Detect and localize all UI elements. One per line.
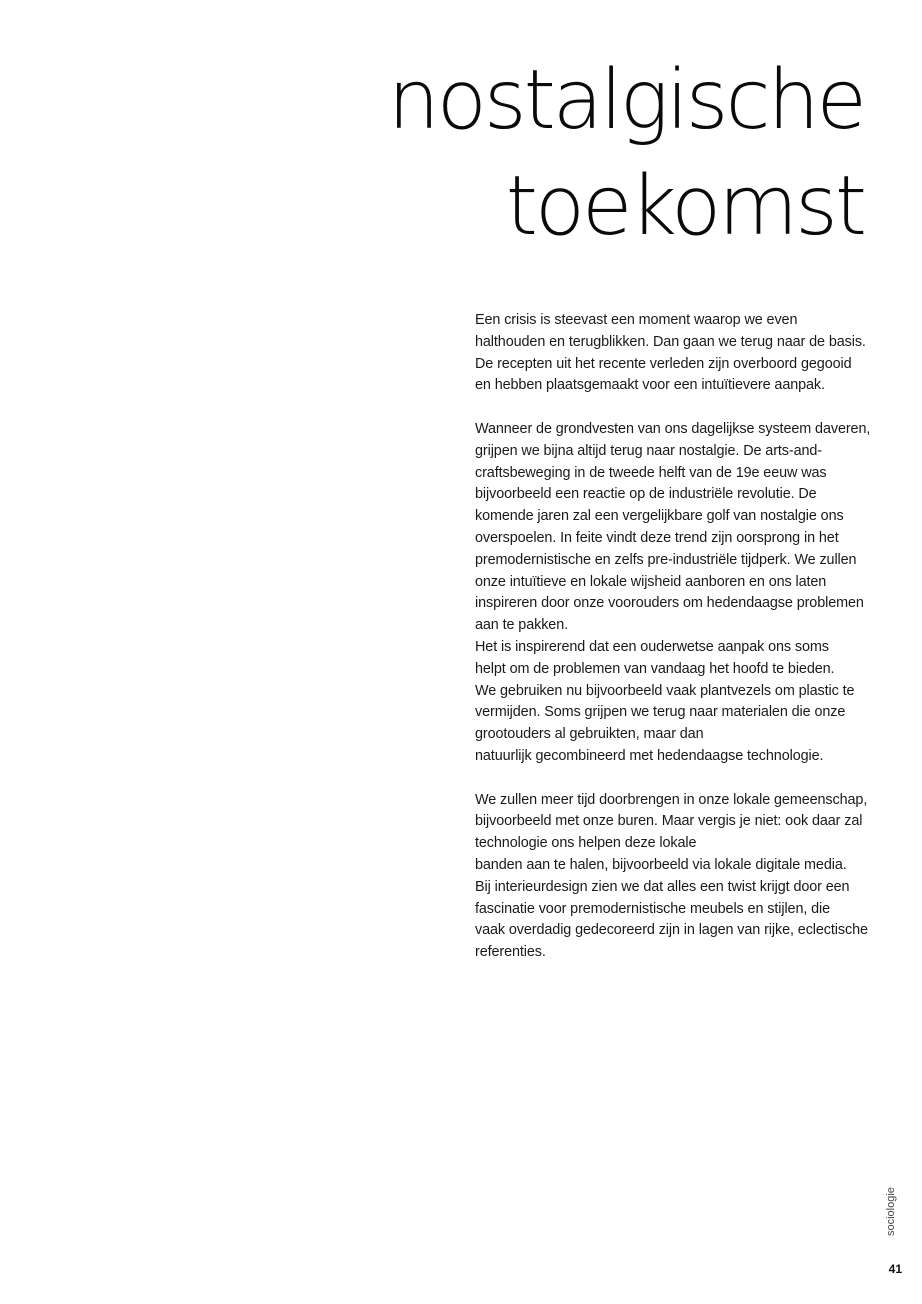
- text-line: overspoelen. In feite vindt deze trend zijn oorsprong in het: [475, 529, 839, 546]
- text-line: vermijden. Soms grijpen we terug naar materialen die onze: [475, 704, 846, 721]
- text-line: grootouders al gebruikten, maar dan: [475, 726, 704, 743]
- paragraph-3: [475, 637, 875, 768]
- text-line: Een crisis is steevast een moment waarop we even: [475, 312, 798, 328]
- paragraph-gap: [475, 768, 875, 790]
- text-line: inspireren door onze voorouders om hedendaagse problemen: [475, 595, 864, 612]
- page-title: [264, 48, 864, 260]
- text-line: komende jaren zal een vergelijkbare golf van nostalgie ons: [475, 508, 844, 525]
- text-line: premodernistische en zelfs pre-industriële tijdperk. We zullen: [475, 551, 857, 568]
- text-line: craftsbeweging in de tweede helft van de 19e eeuw was: [475, 464, 827, 481]
- title-line-2: toekomst: [505, 159, 864, 254]
- text-line: en hebben plaatsgemaakt voor een intuïtievere aanpak.: [475, 377, 825, 394]
- article-body: [475, 310, 875, 964]
- text-line: aan te pakken.: [475, 617, 569, 634]
- paragraph-2: [475, 419, 875, 637]
- page-number: 41: [888, 1262, 902, 1276]
- paragraph-4: [475, 790, 875, 964]
- text-line: De recepten uit het recente verleden zijn overboord gegooid: [475, 355, 852, 372]
- text-line: halthouden en terugblikken. Dan gaan we terug naar de basis.: [475, 333, 866, 350]
- text-line: We gebruiken nu bijvoorbeeld vaak plantvezels om plastic te: [475, 682, 855, 699]
- text-line: onze intuïtieve en lokale wijsheid aanboren en ons laten: [475, 573, 827, 590]
- section-label: sociologie: [885, 1187, 897, 1236]
- text-line: Wanneer de grondvesten van ons dagelijkse systeem daveren,: [475, 420, 871, 437]
- paragraph-1: [475, 310, 875, 397]
- title-line-1: nostalgische: [387, 53, 864, 148]
- paragraph-gap: [475, 397, 875, 419]
- text-line: Het is inspirerend dat een ouderwetse aanpak ons soms: [475, 638, 829, 655]
- text-line: technologie ons helpen deze lokale: [475, 835, 697, 852]
- text-line: grijpen we bijna altijd terug naar nostalgie. De arts-and-: [475, 442, 822, 459]
- text-line: referenties.: [475, 944, 546, 961]
- text-line: bijvoorbeeld een reactie op de industriële revolutie. De: [475, 486, 817, 503]
- text-line: vaak overdadig gedecoreerd zijn in lagen van rijke, eclectische: [475, 922, 868, 939]
- text-line: fascinatie voor premodernistische meubels en stijlen, die: [475, 900, 831, 917]
- text-line: banden aan te halen, bijvoorbeeld via lokale digitale media.: [475, 856, 847, 873]
- text-line: natuurlijk gecombineerd met hedendaagse technologie.: [475, 747, 824, 764]
- text-line: We zullen meer tijd doorbrengen in onze lokale gemeenschap,: [475, 791, 868, 808]
- text-line: Bij interieurdesign zien we dat alles een twist krijgt door een: [475, 878, 850, 895]
- text-line: helpt om de problemen van vandaag het hoofd te bieden.: [475, 660, 835, 677]
- text-line: bijvoorbeeld met onze buren. Maar vergis je niet: ook daar zal: [475, 813, 863, 830]
